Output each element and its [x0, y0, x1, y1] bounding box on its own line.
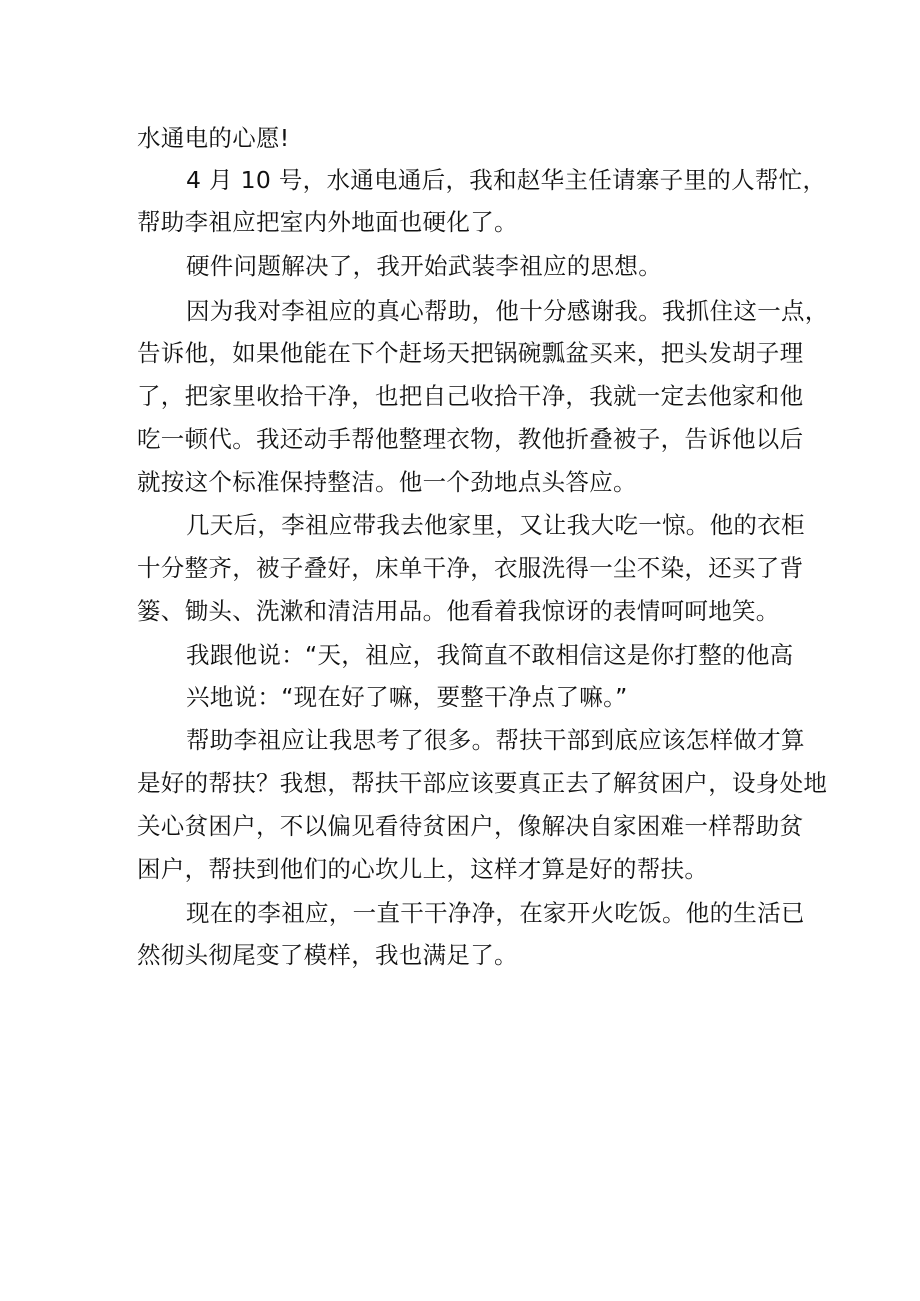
text-line: 然彻头彻尾变了模样，我也满足了。 — [137, 941, 518, 969]
text-line: 水通电的心愿! — [137, 124, 290, 152]
text-line: 几天后，李祖应带我去他家里，又让我大吃一惊。他的衣柜 — [186, 511, 805, 539]
text-line: 帮助李祖应让我思考了很多。帮扶干部到底应该怎样做才算 — [186, 726, 805, 754]
text-line: 我跟他说：“天，祖应，我简直不敢相信这是你打整的他高 — [186, 641, 794, 669]
text-line: 吃一顿代。我还动手帮他整理衣物，教他折叠被子，告诉他以后 — [137, 425, 804, 453]
text-line: 十分整齐，被子叠好，床单干净，衣服洗得一尘不染，还买了背 — [137, 554, 804, 582]
text-line: 是好的帮扶？我想，帮扶干部应该要真正去了解贫困户，设身处地 — [137, 769, 828, 797]
text-line: 硬件问题解决了，我开始武装李祖应的思想。 — [186, 252, 662, 280]
text-line: 现在的李祖应，一直干干净净，在家开火吃饭。他的生活已 — [186, 899, 805, 927]
text-line: 兴地说：“现在好了嘛，要整干净点了嘛。” — [186, 683, 628, 711]
text-line: 关心贫困户，不以偏见看待贫困户，像解决自家困难一样帮助贫 — [137, 812, 804, 840]
text-line: 因为我对李祖应的真心帮助，他十分感谢我。我抓住这一点， — [186, 297, 829, 325]
text-line: 困户，帮扶到他们的心坎儿上，这样才算是好的帮扶。 — [137, 855, 709, 883]
text-line: 了，把家里收拾干净，也把自己收拾干净，我就一定去他家和他 — [137, 382, 804, 410]
text-line: 就按这个标准保持整洁。他一个劲地点头答应。 — [137, 468, 637, 496]
text-line: 篓、锄头、洗漱和清洁用品。他看着我惊讶的表情呵呵地笑。 — [137, 597, 780, 625]
text-line: 帮助李祖应把室内外地面也硬化了。 — [137, 208, 518, 236]
text-line: 告诉他，如果他能在下个赶场天把锅碗瓢盆买来，把头发胡子理 — [137, 339, 804, 367]
text-line: 4 月 10 号，水通电通后，我和赵华主任请寨子里的人帮忙， — [186, 166, 827, 194]
